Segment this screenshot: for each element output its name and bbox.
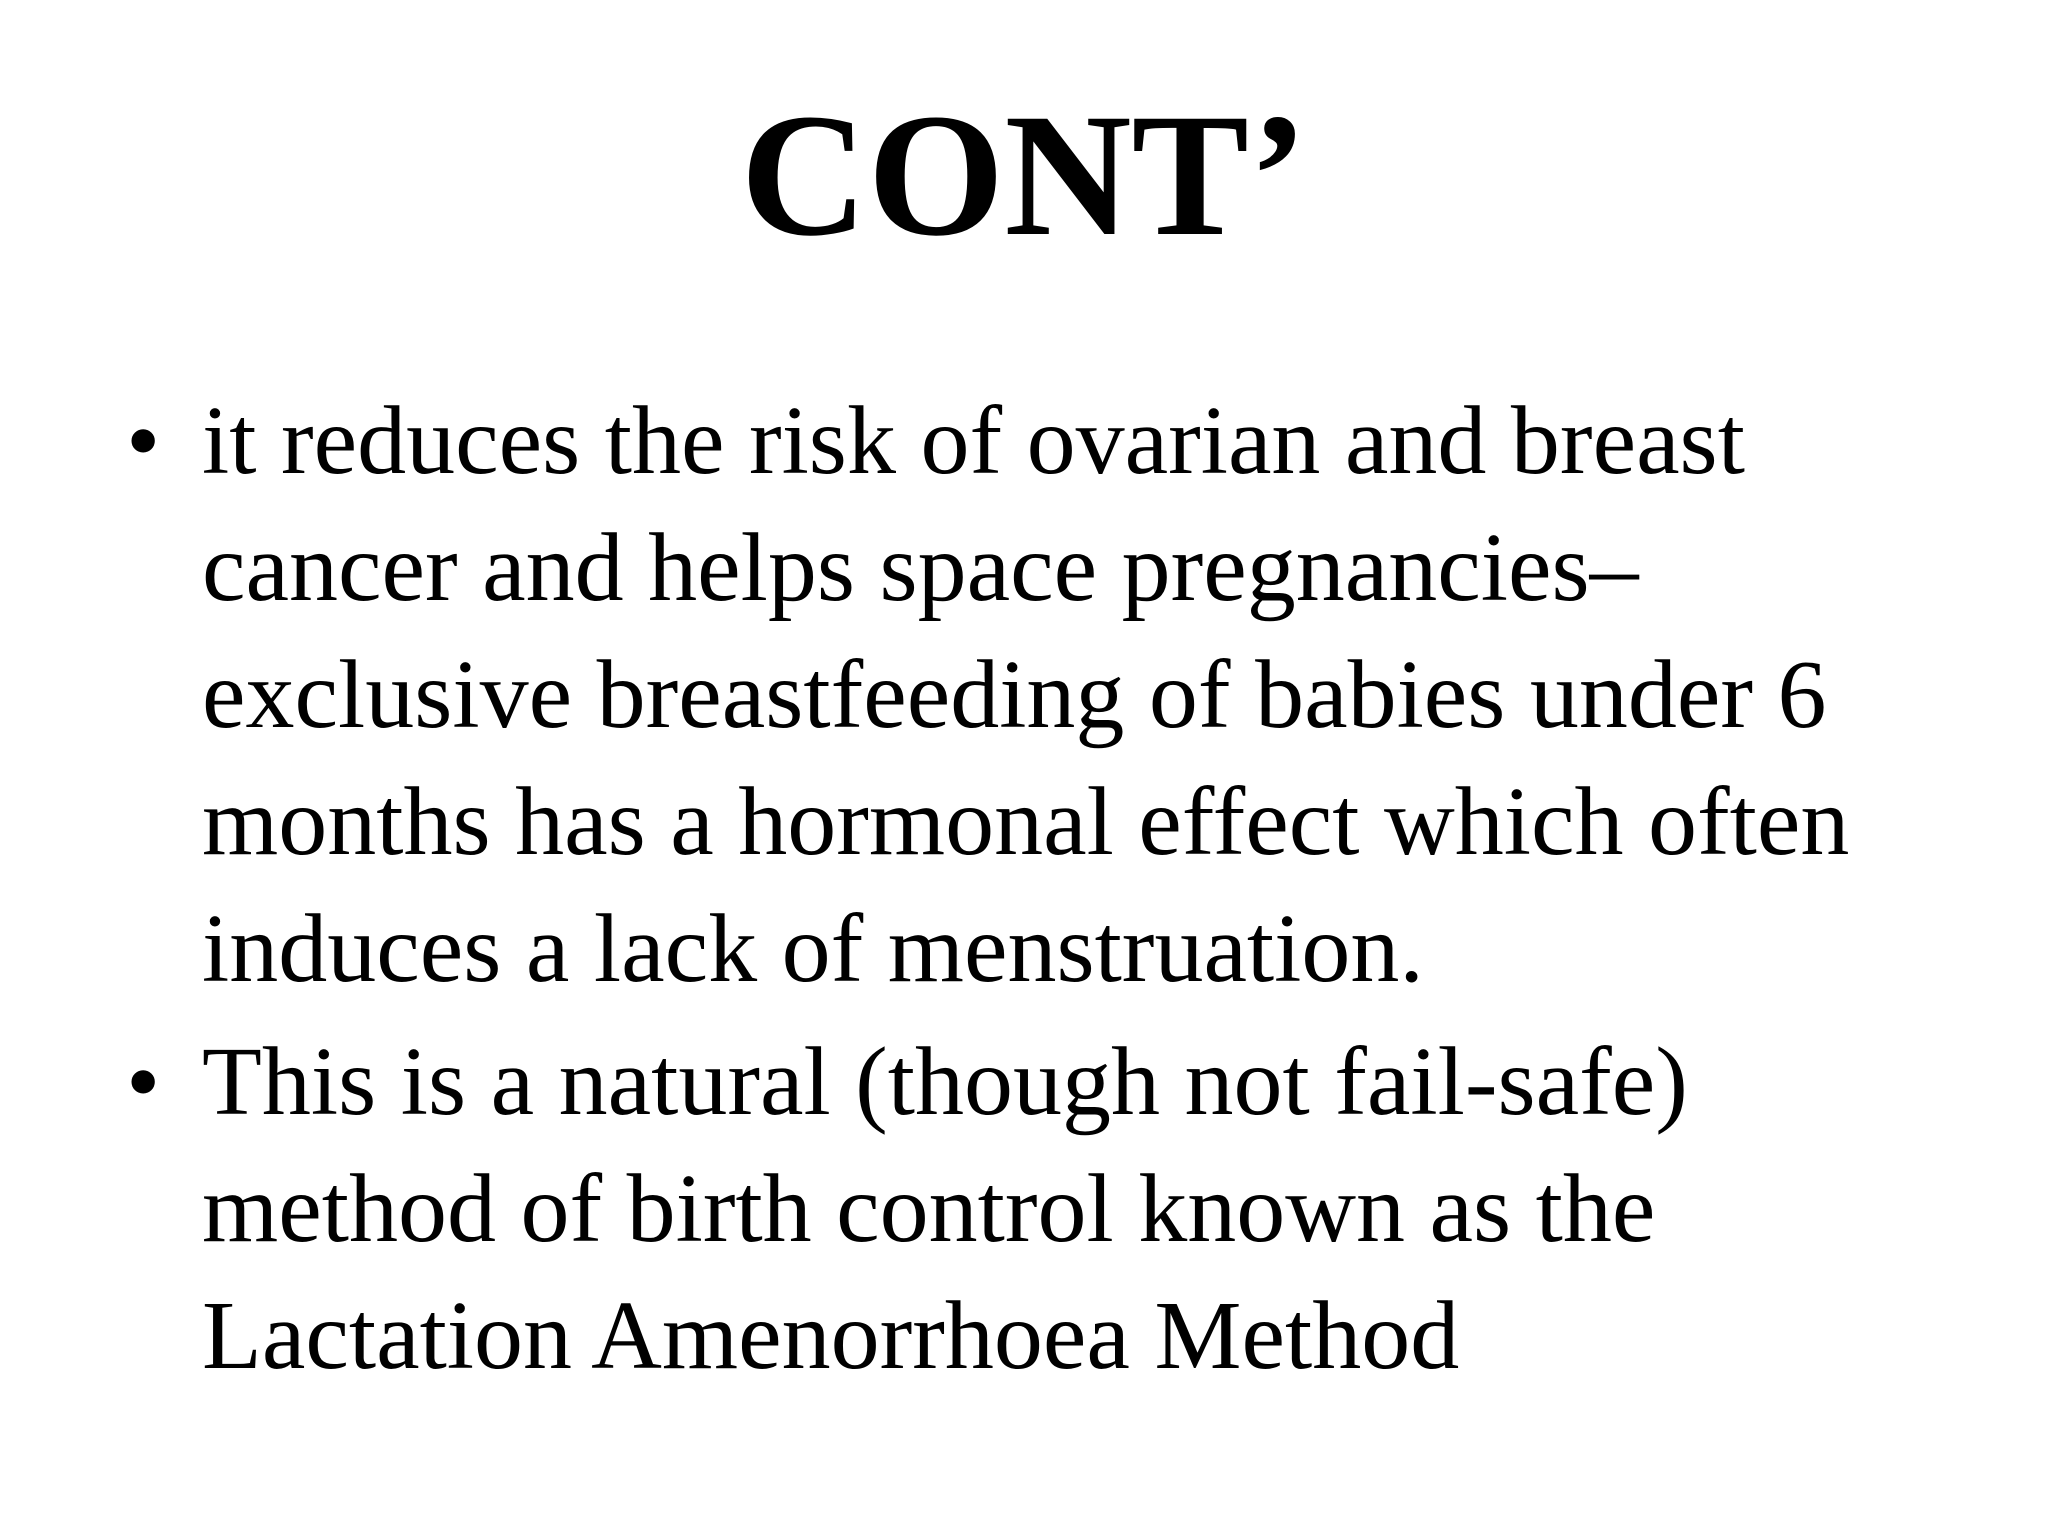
bullet-icon: •: [126, 1028, 161, 1136]
bullet-text: This is a natural (though not fail-safe) method of birth control known as the Lactation Amenorrhoea Method: [202, 1028, 1688, 1390]
bullet-item: [120, 1019, 2000, 1400]
bullet-icon: •: [126, 387, 161, 495]
bullet-text: it reduces the risk of ovarian and breast cancer and helps space pregnancies– exclusive breastfeeding of babies under 6 months has a hormonal effect which often induces a lack of menstruation.: [202, 387, 1850, 1003]
bullet-list: [120, 378, 2000, 1406]
slide-title: CONT’: [740, 78, 1308, 273]
bullet-item: [120, 378, 2000, 1013]
